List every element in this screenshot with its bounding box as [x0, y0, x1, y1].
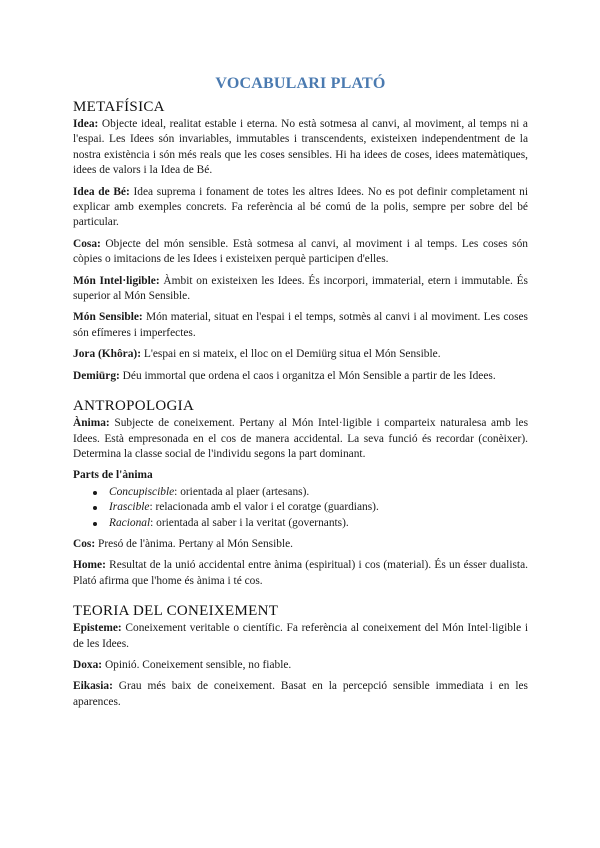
section-antropologia [73, 397, 528, 589]
list-item [109, 516, 528, 531]
entry-home [73, 558, 528, 589]
entry-anima [73, 416, 528, 462]
entry-mon-sensible [73, 310, 528, 341]
entry-term: Eikasia: [73, 680, 113, 693]
entry-term: Demiürg: [73, 369, 120, 382]
part-description: orientada al plaer (artesans). [177, 485, 310, 498]
entry-jora [73, 347, 528, 362]
entry-eikasia [73, 679, 528, 710]
entry-term: Idea: [73, 118, 99, 130]
entry-mon-intelligible [73, 274, 528, 305]
entry-term: Home: [73, 559, 106, 572]
entry-definition: Objecte ideal, realitat estable i eterna. No està sotmesa al canvi, al moviment, al temps ni a l'espai. Les Idees són invariables, immutables i transcendents, existeixen independentment de la nostra existència i són més reals que les coses sensibles. Hi ha idees de coses, idees matemàtiques, idees de valors i la Idea de Bé. [73, 118, 528, 177]
entry-term: Ànima: [73, 417, 110, 430]
entry-definition: Coneixement veritable o científic. Fa referència al coneixement del Món Intel·ligible i de les Idees. [73, 622, 528, 650]
part-description: relacionada amb el valor i el coratge (guardians). [152, 501, 379, 514]
entry-definition: Grau més baix de coneixement. Basat en la percepció sensible immediata i en les aparences. [73, 680, 528, 708]
list-item [109, 485, 528, 500]
document-title: VOCABULARI PLATÓ [215, 75, 386, 92]
entry-term: Cos: [73, 537, 96, 550]
entry-definition: Idea suprema i fonament de totes les altres Idees. No es pot definir completament ni explicar amb exemples concrets. Fa referència al bé comú de la polis, sempre per sobre del bé particular. [73, 185, 528, 229]
entry-demiurg [73, 369, 528, 384]
entry-episteme [73, 621, 528, 652]
entry-definition: Subjecte de coneixement. Pertany al Món Intel·ligible i comparteix naturalesa amb les Idees. Està empresonada en el cos de manera accidental. La seva funció és recordar (conèixer). Determina la classe social de l'individu segons la part dominant. [73, 417, 528, 460]
section-metafisica [73, 98, 528, 384]
entry-definition: Presó de l'ànima. Pertany al Món Sensible. [95, 537, 294, 550]
entry-definition: L'espai en si mateix, el lloc on el Demiürg situa el Món Sensible. [141, 348, 441, 361]
section-heading: TEORIA DEL CONEIXEMENT [73, 603, 279, 620]
entry-definition: Resultat de la unió accidental entre ànima (espiritual) i cos (material). És un ésser dualista. Plató afirma que l'home és ànima i té cos. [73, 559, 528, 587]
section-teoria-coneixement [73, 602, 528, 710]
entry-term: Món Intel·ligible: [73, 274, 160, 287]
entry-definition: Déu immortal que ordena el caos i organitza el Món Sensible a partir de les Idees. [119, 369, 496, 382]
entry-term: Món Sensible: [73, 311, 143, 324]
entry-term: Jora (Khôra): [73, 348, 142, 361]
part-separator: : [150, 516, 154, 529]
part-name: Racional [109, 516, 151, 529]
part-description: orientada al saber i la veritat (governants). [153, 516, 349, 529]
entry-doxa [73, 658, 528, 673]
entry-definition: Opinió. Coneixement sensible, no fiable. [102, 658, 292, 671]
entry-definition: Àmbit on existeixen les Idees. És incorpori, immaterial, etern i immutable. És superior al Món Sensible. [73, 274, 528, 303]
part-name: Concupiscible [109, 485, 175, 498]
parts-list [73, 485, 528, 531]
entry-definition: Món material, situat en l'espai i el temps, sotmès al canvi i al moviment. Les coses són efímeres i imperfectes. [73, 311, 528, 339]
part-separator: : [149, 501, 153, 514]
section-heading: METAFÍSICA [73, 99, 165, 115]
entry-term: Idea de Bé: [73, 185, 130, 198]
entry-term: Cosa: [73, 237, 101, 250]
list-item [109, 500, 528, 515]
entry-idea [73, 117, 528, 179]
entry-definition: Objecte del món sensible. Està sotmesa al canvi, al moviment i al temps. Les coses són còpies o imitacions de les Idees i existeixen perquè participen d'elles. [73, 237, 528, 266]
entry-cosa [73, 237, 528, 268]
entry-term: Doxa: [73, 658, 103, 671]
section-heading: ANTROPOLOGIA [73, 398, 195, 415]
entry-term: Episteme: [73, 622, 122, 635]
parts-heading: Parts de l'ànima [73, 469, 153, 482]
entry-cos [73, 537, 528, 552]
entry-idea-de-be [73, 185, 528, 231]
part-separator: : [174, 485, 178, 498]
part-name: Irascible [109, 501, 150, 514]
